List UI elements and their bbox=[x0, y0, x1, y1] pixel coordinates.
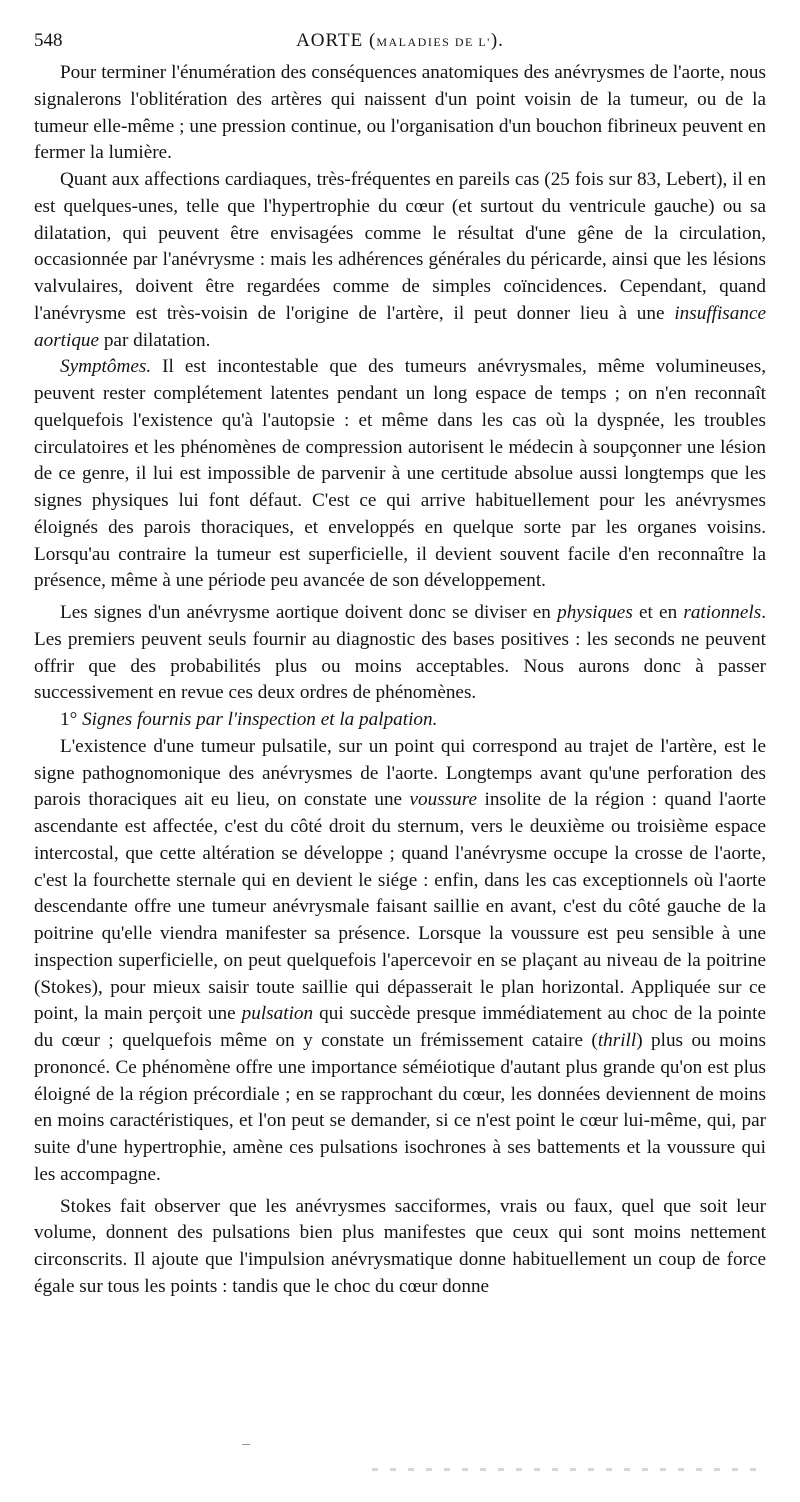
text-run: Stokes fait observer que les anévrysmes sacciformes, vrais ou faux, quel que soit leur volume, donnent des pulsations bien plus manifestes que ceux qui sont moins nettement circonscrits. Il ajoute que l'impulsion anévrysmatique donne habituellement un coup de force égale sur tous les points : tandis que le choc du cœur donne bbox=[34, 1195, 766, 1297]
text-run: . Les premiers peuvent seuls fournir au diagnostic des bases positives : les seconds ne peuvent offrir que des probabilités plus ou moins acceptables. Nous aurons donc à passer successivement en revue ces deux ordres de phénomènes. bbox=[34, 602, 766, 704]
paragraph bbox=[34, 1194, 766, 1301]
text-run: Quant aux affections cardiaques, très-fréquentes en pareils cas (25 fois sur 83, Lebert), il en est quelques-unes, telle que l'hypertrophie du cœur (et surtout du ventricule gauche) ou sa dilatation, qui peuvent être envisagées comme le résultat d'une gêne de la circulation, occasionnée par l'anévrysme : mais les adhérences générales du péricarde, ainsi que les lésions valvulaires, doivent être regardées comme de simples coïncidences. Cependant, quand l'anévrysme est très-voisin de l'origine de l'artère, il peut donner lieu à une bbox=[34, 169, 766, 324]
italic-text: Signes fournis par l'inspection et la palpation. bbox=[82, 709, 438, 730]
italic-text: Symptômes. bbox=[60, 356, 152, 378]
text-run: L'existence d'une tumeur pulsatile, sur un point qui correspond au trajet de l'artère, est le signe pathognomonique des anévrysmes de l'aorte. Longtemps avant qu'une perforation des parois thoraciques ait eu lieu, on constate une bbox=[34, 735, 766, 811]
text-run: Il est incontestable que des tumeurs anévrysmales, même volumineuses, peuvent rester complétement latentes pendant un long espace de temps ; on n'en reconnaît quelquefois l'existence qu'à l'autopsie : et même dans les cas où la dyspnée, les troubles circulatoires et les phénomènes de compression autorisent le médecin à soupçonner une lésion de ce genre, il lui est impossible de parvenir à une certitude absolue aussi longtemps que les signes physiques lui font défaut. C'est ce qui arrive habituellement pour les anévrysmes éloignés des parois thoraciques, et enveloppés en quelque sorte par les organes voisins. Lorsqu'au contraire la tumeur est superficielle, il devient souvent facile d'en reconnaître la présence, même à une période peu avancée de son développement. bbox=[34, 356, 766, 592]
text-run: 1° bbox=[60, 709, 83, 730]
italic-text: rationnels bbox=[683, 602, 762, 623]
italic-text: physiques bbox=[557, 602, 633, 623]
running-title-open: ( bbox=[363, 30, 377, 51]
section-heading bbox=[34, 707, 766, 734]
text-run: ) plus ou moins prononcé. Ce phénomène offre une importance séméiotique d'autant plus grande qu'on est plus éloigné de la région précordiale ; en se rapprochant du cœur, les données deviennent de moins en moins caractéristiques, et l'on peut se demander, si ce n'est point le cœur lui-même, qui, par suite d'une hypertrophie, amène ces pulsations isochrones à ses battements et la voussure qui les accompagne. bbox=[34, 1030, 766, 1185]
body-text bbox=[34, 60, 766, 1301]
italic-text: pulsation bbox=[241, 1003, 314, 1025]
text-run: Pour terminer l'énumération des conséquences anatomiques des anévrysmes de l'aorte, nous signalerons l'oblitération des artères qui naissent d'un point voisin de la tumeur, ou de la tumeur elle-même ; une pression continue, ou l'organisation d'un bouchon fibrineux peuvent en fermer la lumière. bbox=[34, 62, 766, 164]
running-title bbox=[34, 30, 766, 52]
running-title-close: ). bbox=[490, 30, 504, 51]
text-run: par dilatation. bbox=[99, 329, 211, 351]
running-title-sub: MALADIES DE L' bbox=[376, 35, 491, 49]
italic-text: thrill bbox=[597, 1030, 637, 1051]
paragraph bbox=[34, 734, 766, 1189]
text-run: qui succède presque immédiatement au choc de la pointe du cœur ; quelquefois même on y constate un frémissement cataire ( bbox=[34, 1003, 766, 1051]
page-header bbox=[34, 30, 766, 56]
italic-text: voussure bbox=[409, 789, 478, 811]
footer-mark bbox=[242, 1444, 250, 1445]
paragraph bbox=[34, 600, 766, 707]
italic-text: insuffisance aortique bbox=[34, 302, 766, 351]
paragraph bbox=[34, 60, 766, 167]
running-title-main: AORTE bbox=[296, 30, 364, 51]
text-run: insolite de la région : quand l'aorte ascendante est affectée, c'est du côté droit du sternum, vers le deuxième ou troisième espace intercostal, que cette altération se développe ; quand l'anévrysme occupe la crosse de l'aorte, c'est la fourchette sternale qui en devient le siége : enfin, dans les cas exceptionnels où l'aorte descendante offre une tumeur anévrysmale faisant saillie en avant, c'est du côté gauche de la poitrine qu'elle viendra manifester sa présence. Lorsque la voussure est peu sensible à une inspection superficielle, on peut quelquefois l'apercevoir en se plaçant au niveau de la poitrine (Stokes), pour mieux saisir toute saillie qui dépasserait le plan horizontal. Appliquée sur ce point, la main perçoit une bbox=[34, 789, 767, 1025]
text-run: et en bbox=[632, 602, 684, 623]
footer-bleed-through bbox=[372, 1468, 758, 1471]
page-number: 548 bbox=[34, 30, 63, 51]
paragraph bbox=[34, 354, 766, 595]
paragraph bbox=[34, 167, 766, 354]
text-run: Les signes d'un anévrysme aortique doivent donc se diviser en bbox=[60, 602, 558, 623]
